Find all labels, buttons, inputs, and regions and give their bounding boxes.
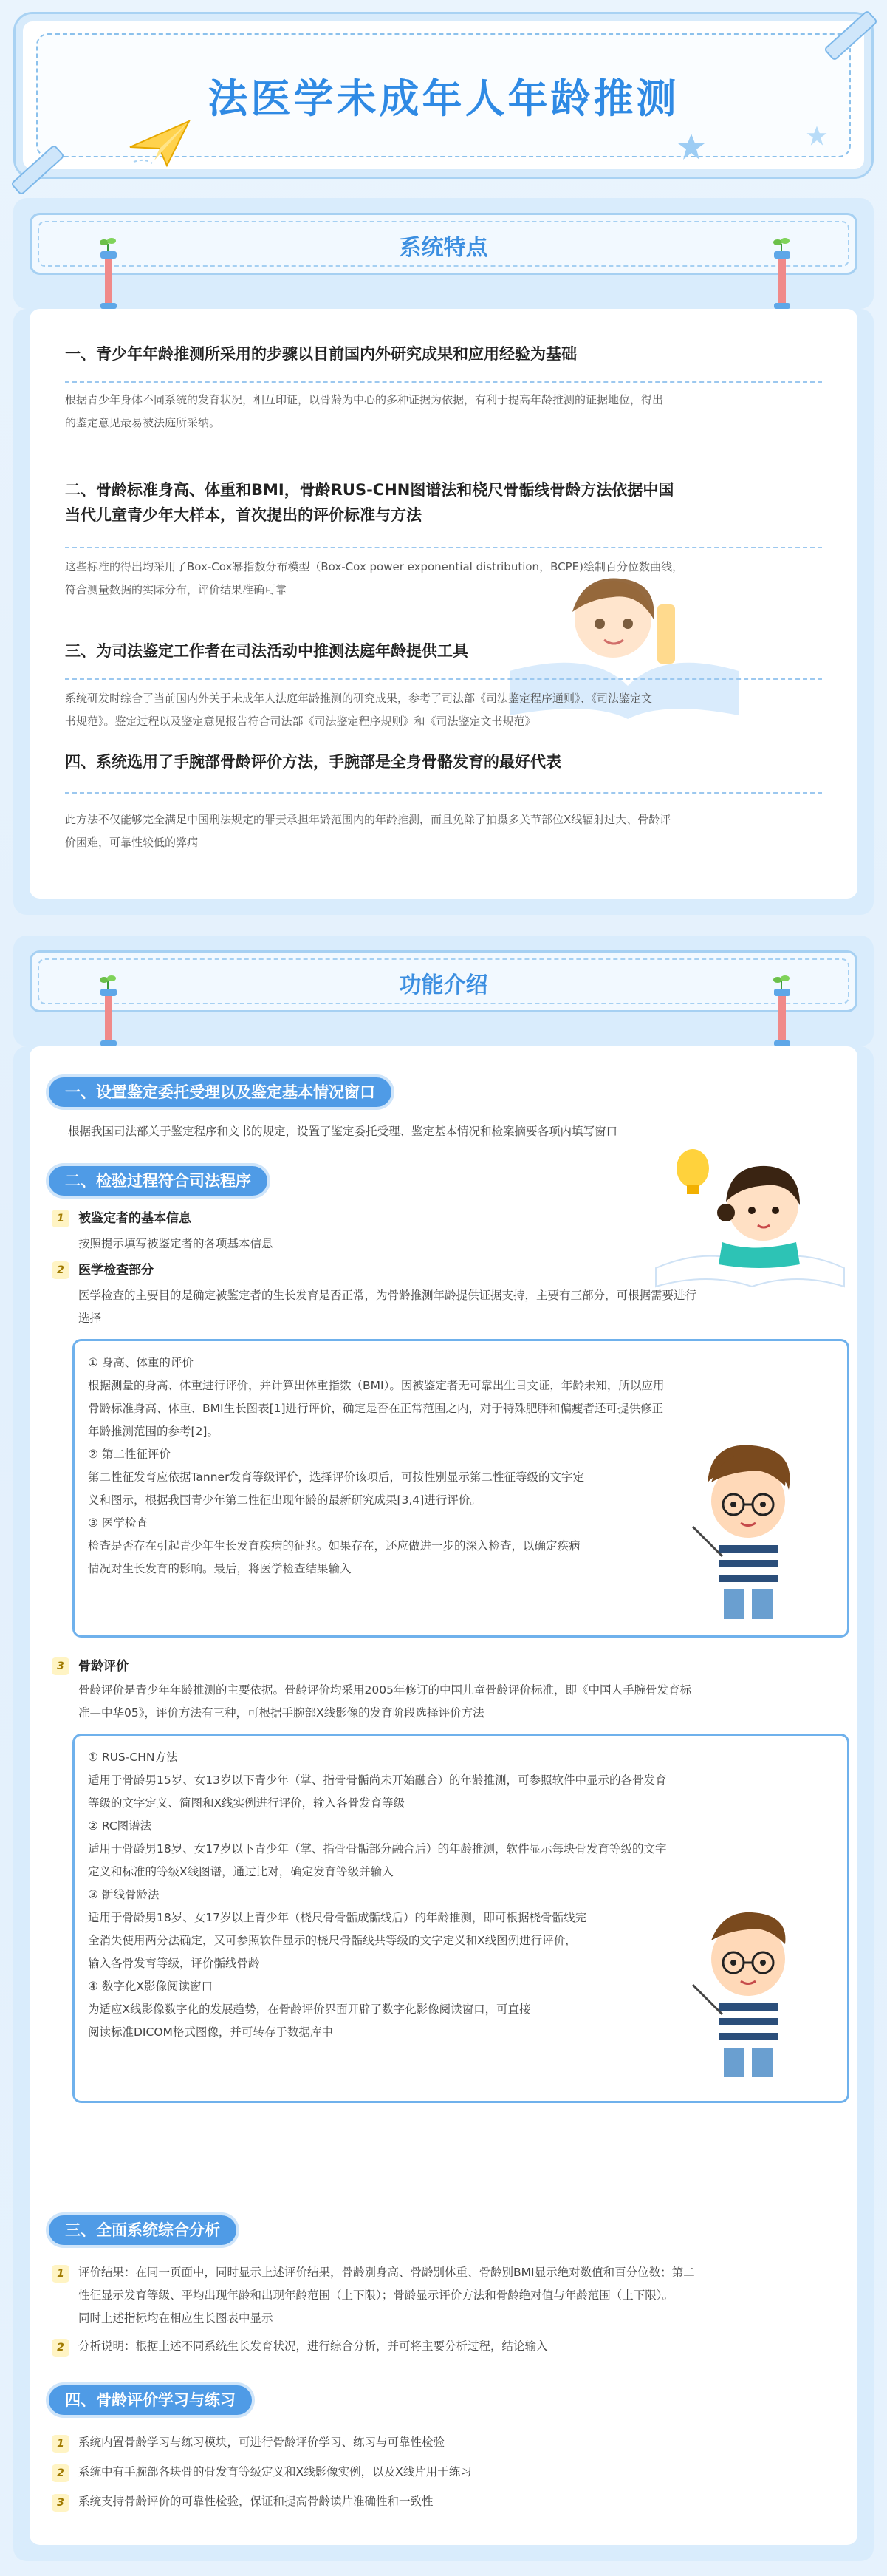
number-badge: 2 xyxy=(52,2464,69,2482)
feature-body xyxy=(65,808,822,854)
divider xyxy=(65,792,822,794)
section-1-body: 根据我国司法部关于鉴定程序和文书的规定，设置了鉴定委托受理、鉴定基本情况和检案摘要各项内填写窗口 xyxy=(68,1125,618,1138)
box-line: 检查是否存在引起青少年生长发育疾病的征兆。如果存在，还应做进一步的深入检查，以确定疾病 xyxy=(88,1539,581,1553)
feature-body xyxy=(65,389,822,435)
feature-body-line: 的鉴定意见最易被法庭所采纳。 xyxy=(65,416,221,429)
girl-reading-illustration xyxy=(648,1142,848,1290)
feature-body-line: 符合测量数据的实际分布，评价结果准确可靠 xyxy=(65,583,287,596)
box-line: 全消失使用两分法确定，又可参照软件显示的桡尺骨骺线共等级的文字定义和X线图例进行评价， xyxy=(88,1934,577,1947)
box-line: 义和图示，根据我国青少年第二性征出现年龄的最新研究成果[3,4]进行评价。 xyxy=(88,1493,482,1507)
item-body xyxy=(78,1284,846,1330)
feature-title xyxy=(65,477,822,528)
page-title: 法医学未成年人年龄推测 xyxy=(208,75,679,122)
feature-title: 一、青少年年龄推测所采用的步骤以目前国内外研究成果和应用经验为基础 xyxy=(65,345,577,363)
item-body: 按照提示填写被鉴定者的各项基本信息 xyxy=(78,1237,273,1250)
feature-body-line: 系统研发时综合了当前国内外关于未成年人法庭年龄推测的研究成果，参考了司法部《司法鉴定程序通则》、《司法鉴定文 xyxy=(65,692,653,705)
boy-with-glasses-illustration xyxy=(678,1438,811,1630)
box-line: 第二性征发育应依据Tanner发育等级评价，选择评价该项后，可按性别显示第二性征等级的文字定 xyxy=(88,1471,584,1484)
box-line: 情况对生长发育的影响。最后，将医学检查结果输入 xyxy=(88,1562,352,1575)
item-body: 系统支持骨龄评价的可靠性检验，保证和提高骨龄读片准确性和一致性 xyxy=(78,2495,434,2508)
feature-body-line: 书规范》。鉴定过程以及鉴定意见报告符合司法部《司法鉴定程序规则》和《司法鉴定文书规范》 xyxy=(65,715,536,728)
box-line: ③ 医学检查 xyxy=(88,1516,148,1530)
title-banner xyxy=(13,12,874,179)
feature-body-line: 价困难，可靠性较低的弊病 xyxy=(65,836,199,849)
features-panel-inner xyxy=(30,309,857,899)
box-line: ③ 骺线骨龄法 xyxy=(88,1888,160,1901)
post-decoration xyxy=(105,993,112,1043)
features-panel xyxy=(13,309,874,915)
paper-plane-icon xyxy=(126,117,193,169)
number-badge: 1 xyxy=(52,2265,69,2283)
boy-with-glasses-illustration xyxy=(678,1896,811,2088)
box-line: 为适应X线影像数字化的发展趋势，在骨龄评价界面开辟了数字化影像阅读窗口，可直接 xyxy=(88,2003,531,2016)
item-body-line: 医学检查的主要目的是确定被鉴定者的生长发育是否正常，为骨龄推测年龄提供证据支持，主要有三部分，可根据需要进行 xyxy=(78,1289,697,1302)
box-line: ② RC图谱法 xyxy=(88,1819,152,1833)
box-line: 适用于骨龄男18岁、女17岁以下青少年（掌、指骨骨骺部分融合后）的年龄推测，软件显示每块骨发育等级的文字 xyxy=(88,1842,667,1856)
feature-title-line: 当代儿童青少年大样本，首次提出的评价标准与方法 xyxy=(65,506,422,524)
section-pill-1: 一、设置鉴定委托受理以及鉴定基本情况窗口 xyxy=(49,1077,391,1107)
box-line: ① 身高、体重的评价 xyxy=(88,1356,194,1369)
functions-heading: 功能介绍 xyxy=(399,972,488,998)
number-badge: 1 xyxy=(52,2435,69,2453)
item-body: 分析说明：根据上述不同系统生长发育状况，进行综合分析，并可将主要分析过程，结论输入 xyxy=(78,2340,548,2353)
number-badge: 2 xyxy=(52,2339,69,2357)
features-heading: 系统特点 xyxy=(399,235,488,261)
item-title: 骨龄评价 xyxy=(78,1659,129,1674)
feature-body-line: 这些标准的得出均采用了Box-Cox幂指数分布模型（Box-Cox power exponential distribution，BCPE)绘制百分位数曲线， xyxy=(65,560,683,573)
box-line: 适用于骨龄男15岁、女13岁以下青少年（掌、指骨骨骺尚未开始融合）的年龄推测，可参照软件中显示的各骨发育 xyxy=(88,1773,667,1787)
item-body-line: 同时上述指标均在相应生长图表中显示 xyxy=(78,2311,273,2325)
post-decoration xyxy=(778,993,786,1043)
features-header xyxy=(13,198,874,309)
box-line: ① RUS-CHN方法 xyxy=(88,1751,178,1764)
divider xyxy=(65,678,822,680)
box-line: 阅读标准DICOM格式图像，并可转存于数据库中 xyxy=(88,2025,333,2039)
functions-header xyxy=(13,936,874,1046)
box-line: 年龄推测范围的参考[2]。 xyxy=(88,1425,219,1438)
box-line: 骨龄标准身高、体重、BMI生长图表[1]进行评价，确定是否在正常范围之内，对于特殊肥胖和偏瘦者还可提供修正 xyxy=(88,1402,664,1415)
box-line: 定义和标准的等级X线图谱，通过比对，确定发育等级并输入 xyxy=(88,1865,394,1878)
number-badge: 2 xyxy=(52,1261,69,1279)
post-decoration xyxy=(105,256,112,306)
item-body-line: 性征显示发育等级、平均出现年龄和出现年龄范围（上下限）；骨龄显示评价方法和骨龄绝对值与年龄范围（上下限）。 xyxy=(78,2289,674,2302)
item-title: 医学检查部分 xyxy=(78,1263,154,1278)
item-body xyxy=(78,1679,846,1725)
section-pill-4: 四、骨龄评价学习与练习 xyxy=(49,2385,252,2415)
feature-body xyxy=(65,687,822,733)
feature-body xyxy=(65,556,822,602)
item-body-line: 准—中华05》，评价方法有三种，可根据手腕部X线影像的发育阶段选择评价方法 xyxy=(78,1706,484,1720)
item-body-line: 选择 xyxy=(78,1312,102,1325)
box-line: ② 第二性征评价 xyxy=(88,1448,171,1461)
star-icon xyxy=(677,132,706,162)
number-badge: 3 xyxy=(52,2494,69,2512)
item-body: 系统中有手腕部各块骨的骨发育等级定义和X线影像实例，以及X线片用于练习 xyxy=(78,2465,472,2478)
box-line: 适用于骨龄男18岁、女17岁以上青少年（桡尺骨骨骺成骺线后）的年龄推测，即可根据桡骨骺线完 xyxy=(88,1911,586,1924)
feature-body-line: 根据青少年身体不同系统的发育状况，相互印证，以骨龄为中心的多种证据为依据，有利于提高年龄推测的证据地位，得出 xyxy=(65,393,664,406)
item-body xyxy=(78,2261,854,2330)
post-decoration xyxy=(778,256,786,306)
box-line: 根据测量的身高、体重进行评价，并计算出体重指数（BMI）。因被鉴定者无可靠出生日文证，年龄未知，所以应用 xyxy=(88,1379,665,1392)
box-line: 等级的文字定义、简图和X线实例进行评价，输入各骨发育等级 xyxy=(88,1796,405,1810)
feature-body-line: 此方法不仅能够完全满足中国刑法规定的罪责承担年龄范围内的年龄推测，而且免除了拍摄多关节部位X线辐射过大、骨龄评 xyxy=(65,813,671,826)
feature-title: 三、为司法鉴定工作者在司法活动中推测法庭年龄提供工具 xyxy=(65,642,468,660)
item-title: 被鉴定者的基本信息 xyxy=(78,1211,191,1226)
item-body: 系统内置骨龄学习与练习模块，可进行骨龄评价学习、练习与可靠性检验 xyxy=(78,2436,445,2449)
item-body-line: 骨龄评价是青少年年龄推测的主要依据。骨龄评价均采用2005年修订的中国儿童骨龄评价标准，即《中国人手腕骨发育标 xyxy=(78,1683,691,1697)
feature-title-line: 二、骨龄标准身高、体重和BMI，骨龄RUS-CHN图谱法和桡尺骨骺线骨龄方法依据中国 xyxy=(65,481,674,499)
divider xyxy=(65,381,822,383)
section-pill-2: 二、检验过程符合司法程序 xyxy=(49,1166,267,1196)
box-line: 输入各骨发育等级，评价骺线骨龄 xyxy=(88,1957,260,1970)
section-pill-3: 三、全面系统综合分析 xyxy=(49,2215,236,2245)
feature-title: 四、系统选用了手腕部骨龄评价方法，手腕部是全身骨骼发育的最好代表 xyxy=(65,753,561,771)
divider xyxy=(65,547,822,548)
number-badge: 3 xyxy=(52,1657,69,1675)
functions-panel xyxy=(13,1046,874,2561)
item-body-line: 评价结果：在同一页面中，同时显示上述评价结果，骨龄别身高、骨龄别体重、骨龄别BMI显示绝对数值和百分位数；第二 xyxy=(78,2266,695,2279)
number-badge: 1 xyxy=(52,1210,69,1227)
star-icon xyxy=(806,125,828,147)
box-line: ④ 数字化X影像阅读窗口 xyxy=(88,1980,213,1993)
